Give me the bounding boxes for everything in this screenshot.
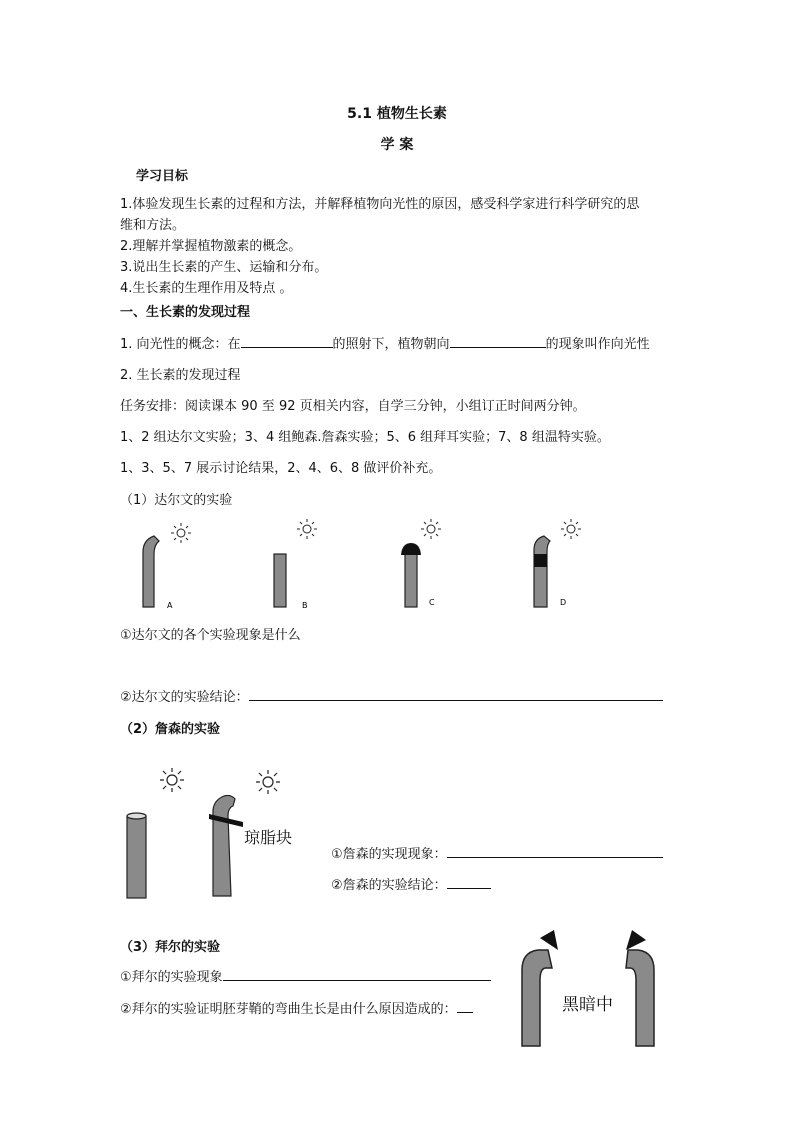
darwin-sun-d [561,519,581,539]
task-text: 任务安排：阅读课本 90 至 92 页相关内容，自学三分钟，小组订正时间两分钟。 [120,399,586,414]
objective-line-1: 1.体验发现生长素的过程和方法，并解释植物向光性的原因，感受科学家进行科学研究的思 [120,197,640,212]
page-title: 5.1 植物生长素 [347,106,447,122]
paal-proof-question [120,998,473,1017]
paal-phenomenon-question [120,966,491,985]
darwin-heading: （1）达尔文的实验 [120,493,233,508]
page-subtitle: 学 案 [380,137,414,153]
jensen-heading: （2）詹森的实验 [120,722,221,737]
jensen-conclusion-blank[interactable] [447,876,491,889]
phototropism-question [120,333,650,352]
darwin-cover-d [534,554,547,567]
paal-coleoptile-left [522,950,552,1046]
paal-phenomenon-blank[interactable] [223,968,491,981]
objective-line-3: 2.理解并掌握植物激素的概念。 [120,239,302,254]
jensen-cut-top [127,813,146,819]
objective-line-5: 4.生长素的生理作用及特点 。 [120,281,293,296]
darwin-label-c: C [429,598,435,607]
darwin-cap-c [401,543,421,555]
objective-line-2: 维和方法。 [120,218,186,233]
blank-light[interactable] [241,335,333,348]
paal-heading: （3）拜尔的实验 [120,940,221,955]
darwin-coleoptile-a [143,536,159,607]
jensen-phenomenon-blank[interactable] [447,845,663,858]
paal-tip-left [540,930,558,950]
paal-proof-blank[interactable] [457,1000,473,1013]
jensen-coleoptile-left [127,816,146,898]
objectives-heading: 学习目标 [136,169,189,184]
q1-suffix: 的现象叫作向光性 [545,337,650,352]
darwin-sun-c [421,519,441,539]
darwin-sun-b [297,519,317,539]
darwin-sun-a [171,523,191,543]
show-text: 1、3、5、7 展示讨论结果，2、4、6、8 做评价补充。 [120,461,442,476]
darwin-coleoptile-b [274,554,286,607]
darwin-conclusion-question [120,686,663,705]
jensen-sun-1 [160,768,184,792]
jensen-conclusion-label: ②詹森的实验结论： [331,878,447,893]
paal-phenomenon-label: ①拜尔的实验现象 [120,970,223,985]
jensen-sun-2 [256,770,280,794]
darwin-label-b: B [302,601,308,610]
paal-coleoptile-right [626,950,654,1046]
section-heading: 一、生长素的发现过程 [120,305,251,320]
darwin-conclusion-blank[interactable] [249,688,663,701]
jensen-coleoptile-right [213,795,235,896]
q1-prefix: 1. 向光性的概念：在 [120,337,241,352]
blank-direction[interactable] [450,335,546,348]
darwin-figure [118,512,618,618]
darwin-label-a: A [167,601,173,610]
jensen-phenomenon-label: ①詹森的实现现象： [331,847,447,862]
darwin-phenomenon-question: ①达尔文的各个实验现象是什么 [120,628,301,643]
jensen-conclusion-question [331,874,491,893]
paal-dark-label: 黑暗中 [562,995,613,1015]
darwin-coleoptile-c [405,554,417,607]
discovery-heading: 2. 生长素的发现过程 [120,368,241,383]
jensen-phenomenon-question [331,843,663,862]
darwin-label-d: D [560,598,567,607]
paal-tip-right [626,930,646,950]
paal-figure [518,924,668,1052]
objective-line-4: 3.说出生长素的产生、运输和分布。 [120,260,328,275]
q1-mid: 的照射下，植物朝向 [332,337,450,352]
jensen-agar-label: 琼脂块 [244,828,293,847]
groups-text: 1、2 组达尔文实验；3、4 组鲍森.詹森实验；5、6 组拜耳实验；7、8 组温特实验。 [120,430,610,445]
darwin-coleoptile-d [534,536,550,607]
paal-proof-label: ②拜尔的实验证明胚芽鞘的弯曲生长是由什么原因造成的： [120,1002,457,1017]
darwin-conclusion-label: ②达尔文的实验结论： [120,690,249,705]
